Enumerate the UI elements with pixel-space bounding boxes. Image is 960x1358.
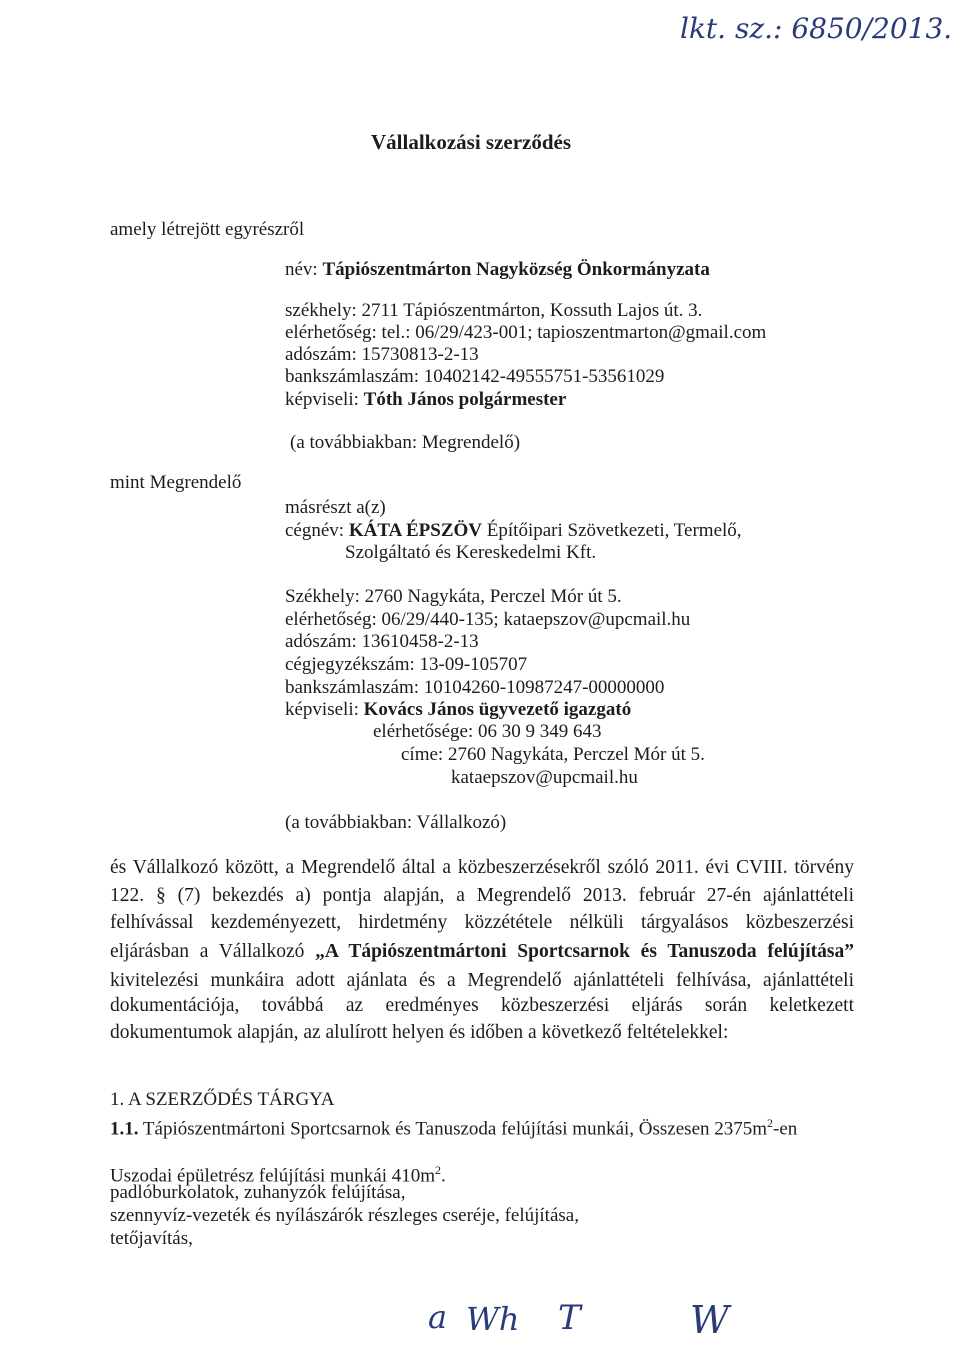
body-line-4-pre: eljárásban a Vállalkozó [110,941,316,962]
document-title: Vállalkozási szerződés [371,130,572,154]
body-line-5: kivitelezési munkáira adott ajánlata és a Megrendelő ajánlattételi felhívása, ajánlattételi [110,970,854,991]
client-tax-number: adószám: 15730813-2-13 [285,344,479,365]
body-line-7: dokumentumok alapján, az alulírott helyen és időben a következő feltételekkel: [110,1022,729,1043]
section-1-1-text: Tápiószentmártoni Sportcsarnok és Tanuszoda felújítási munkái, Összesen 2375m [138,1118,768,1140]
contractor-registration: cégjegyzékszám: 13-09-105707 [285,654,528,675]
client-rep-label: képviseli: [285,389,364,410]
body-line-1: és Vállalkozó között, a Megrendelő által a közbeszerzésekről szóló 2011. évi CVIII. törvény [110,857,854,878]
project-title: „A Tápiószentmártoni Sportcsarnok és Tanuszoda felújítása” [315,941,854,962]
body-line-4 [110,941,854,963]
contractor-company [285,520,742,542]
contractor-rep-value: Kovács János ügyvezető igazgató [363,699,632,720]
client-seat: székhely: 2711 Tápiószentmárton, Kossuth Lajos út. 3. [285,300,703,321]
client-hereinafter: (a továbbiakban: Megrendelő) [290,432,521,453]
contractor-rep-label: képviseli: [285,699,364,720]
initial-signature: a [428,1298,448,1336]
client-name-label: név: [285,259,323,280]
client-role: mint Megrendelő [110,472,242,493]
initial-signature: W [690,1298,730,1342]
initial-signature: Wh [466,1300,520,1338]
contractor-company-line2: Szolgáltató és Kereskedelmi Kft. [345,542,597,563]
pool-works-suffix: . [441,1165,446,1187]
other-part-text: másrészt a(z) [285,497,386,518]
initial-signature: T [558,1298,581,1338]
contractor-contact: elérhetőség: 06/29/440-135; kataepszov@upcmail.hu [285,609,691,630]
contractor-rep-contact: elérhetősége: 06 30 9 349 643 [373,721,602,742]
pool-works-superscript: 2 [435,1163,442,1177]
body-line-6: dokumentációja, továbbá az eredményes közbeszerzési eljárás során keletkezett [110,995,854,1016]
contractor-tax-number: adószám: 13610458-2-13 [285,631,479,652]
client-bank-account: bankszámlaszám: 10402142-49555751-53561029 [285,366,665,387]
contractor-seat: Székhely: 2760 Nagykáta, Perczel Mór út 5. [285,586,622,607]
client-name-value: Tápiószentmárton Nagyközség Önkormányzata [322,259,710,280]
work-item: szennyvíz-vezeték és nyílászárók részleges cseréje, felújítása, [110,1205,579,1226]
section-1-1-suffix: -en [773,1118,798,1140]
client-representative [285,389,566,411]
body-line-2: 122. § (7) bekezdés a) pontja alapján, a Megrendelő 2013. február 27-én ajánlattételi [110,885,854,906]
work-item: padlóburkolatok, zuhanyzók felújítása, [110,1182,406,1203]
contractor-bank-account: bankszámlaszám: 10104260-10987247-00000000 [285,677,665,698]
body-line-3: felhívással kezdeményezett, hirdetmény közzététele nélküli tárgyalásos közbeszerzési [110,912,854,933]
pool-works-text: Uszodai épületrész felújítási munkái 410m [110,1165,436,1187]
section-1-1-number: 1.1. [110,1118,139,1140]
contractor-rep-address: címe: 2760 Nagykáta, Perczel Mór út 5. [401,744,705,765]
handwritten-reference: lkt. sz.: 6850/2013. [680,12,953,45]
client-name [285,259,710,281]
contractor-company-label: cégnév: [285,520,349,541]
section-1-heading: 1. A SZERZŐDÉS TÁRGYA [110,1089,335,1110]
contractor-hereinafter: (a továbbiakban: Vállalkozó) [285,812,507,833]
contractor-company-rest: Építőipari Szövetkezeti, Termelő, [482,520,742,541]
section-1-1-item [110,1112,797,1140]
work-item: tetőjavítás, [110,1228,193,1249]
contractor-representative [285,699,631,721]
client-contact: elérhetőség: tel.: 06/29/423-001; tapioszentmarton@gmail.com [285,322,767,343]
client-rep-value: Tóth János polgármester [363,389,567,410]
contractor-rep-email: kataepszov@upcmail.hu [451,767,638,788]
contractor-company-bold: KÁTA ÉPSZÖV [348,520,483,541]
section-1-1-superscript: 2 [767,1116,774,1130]
intro-text: amely létrejött egyrészről [110,219,305,240]
